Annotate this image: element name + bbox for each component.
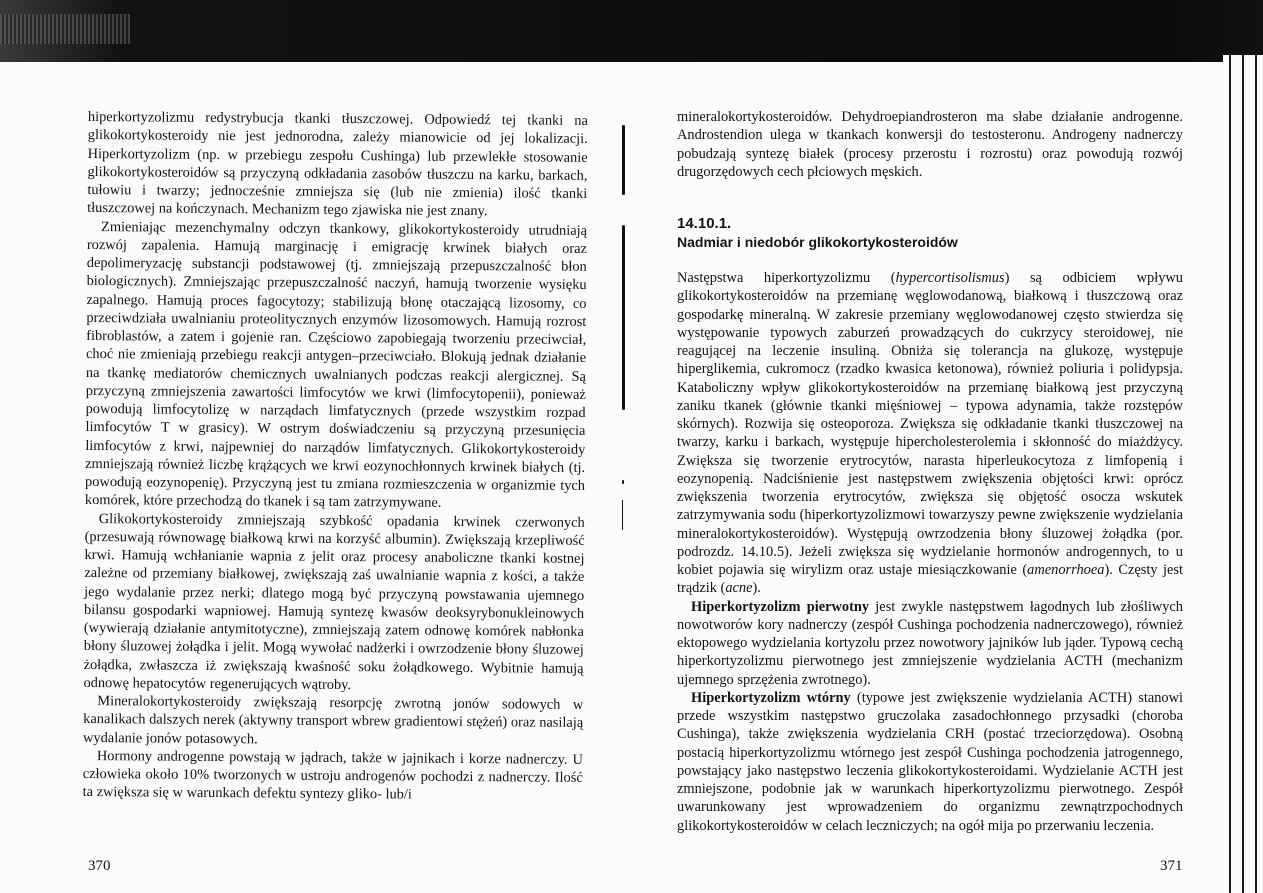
page-number-left: 370 [88, 858, 111, 874]
italic-term: hypercortisolismus [895, 270, 1005, 286]
italic-term: acne [725, 580, 753, 597]
gutter-shadow [622, 125, 625, 195]
italic-term: amenorrhoea [1027, 562, 1105, 578]
paragraph: hiperkortyzolizmu redystrybucja tkanki tłuszczowej. Odpowiedź tej tkanki na glikokortykosteroidy nie jest jednorodna, zależy mianowicie od jej lokalizacji. Hiperkortyzolizm (np. w przebiegu zespołu Cushinga) lub przewlekłe stosowanie glikokortykosteroidów są przyczyną odkładania zasobów tłuszczu na karku, barkach, tułowiu i twarzy; jednocześnie zmniejsza się (lub nie zmienia) ilość tkanki tłuszczowej na kończynach. Mechanizm tego zjawiska nie jest znany. [87, 108, 588, 220]
section-title: Nadmiar i niedobór glikokortykosteroidów [677, 234, 958, 250]
page-number-right: 371 [1160, 858, 1183, 874]
paragraph: Glikokortykosteroidy zmniejszają szybkość opadania krwinek czerwonych (przesuwają równowagę białkową krwi na korzyść albumin). Zwiększają krzepliwość krwi. Hamują wchłanianie wapnia z jelit oraz procesy anaboliczne tkanki kostnej zależne od przemiany białkowej, zwiększają zaś uwalnianie wapnia z kości, a także jego wydalanie przez nerki; dlatego mogą być przyczyną powstawania ujemnego bilansu gospodarki wapniowej. Hamują syntezę kwasów deoksyrybonukleinowych (wywierają działanie antymitotyczne), zmniejszają zatem odnowę komórek nabłonka błony śluzowej żołądka i jelit. Mogą wywołać nadżerki i owrzodzenie błony śluzowej żołądka, zwłaszcza iż zwiększają kwaśność soku żołądkowego. Wybitnie hamują odnowę hepatocytów regenerujących wątroby. [83, 510, 585, 693]
scan-dark-border [0, 0, 1263, 62]
scan-noise [0, 14, 130, 44]
right-page [677, 108, 1183, 835]
paragraph [677, 689, 1183, 835]
bold-term: Hiperkortyzolizm pierwotny [691, 598, 870, 615]
paragraph: Hormony androgenne powstają w jądrach, także w jajnikach i korze nadnerczy. U człowieka około 10% tworzonych w ustroju androgenów pochodzi z nadnerczy. Ilość ta zwiększa się w warunkach defektu syntezy gliko- lub/i [82, 747, 583, 803]
text-run: Następstwa hiperkortyzolizmu ( [677, 270, 896, 286]
gutter-shadow [622, 500, 623, 530]
text-run: ) są odbiciem wpływu glikokortykosteroidów na przemianę węglowodanową, białkową i tłuszczową oraz gospodarkę mineralną. W zakresie przemiany węglowodanowej często stwierdza się występowanie typowych zaburzeń prowadzących do cukrzycy steroidowej, nie reagującej na leczenie insuliną. Obniża się tolerancja na glukozę, występuje hiperglikemia, cukromocz (rzadko kwasica ketonowa), również poliuria i polidypsja. Kataboliczny wpływ glikokortykosteroidów na przemianę białkową jest przyczyną zaniku tkanek (głównie tkanki mięśniowej – typowa adynamia, także rozstępów skórnych). Rozwija się osteoporoza. Zwiększa się odkładanie tkanki tłuszczowej na twarzy, karku i barkach, występuje hipercholesterolemia i skłonność do miażdżycy. Zwiększa się tworzenie erytrocytów, narasta hiperleukocytoza z limfopenią i eozynopenią. Nadciśnienie jest następstwem zwiększenia objętości krwi: oprócz zwiększenia tworzenia erytrocytów, zwiększa się objętość osocza wskutek zatrzymywania sodu (hiperkortyzolizmowi towarzyszy pewne zwiększenie wydzielania mineralokortykosteroidów). Występują owrzodzenia błony śluzowej żołądka (por. podrozdz. 14.10.5). Jeżeli zwiększa się wydzielanie hormonów androgennych, to u kobiet pojawia się wirylizm oraz ustaje miesiączkowanie ( [677, 270, 1183, 578]
paragraph: Zmieniając mezenchymalny odczyn tkankowy, glikokortykosteroidy utrudniają rozwój zapalenia. Hamują marginację i emigrację krwinek białych oraz depolimeryzację substancji podstawowej (tj. zmniejszają przepuszczalność błon biologicznych). Zmniejszając przepuszczalność naczyń, hamują tworzenie wysięku zapalnego. Hamują proces fagocytozy; stabilizują błonę otaczającą lizosomy, co przeciwdziała uwalnianiu proteolitycznych enzymów lizosomowych. Hamują rozrost fibroblastów, a zatem i gojenie ran. Częściowo zapobiegają tworzeniu przeciwciał, choć nie zmieniają przebiegu reakcji antygen–przeciwciało. Blokują jednak działanie na tkankę mediatorów chemicznych uwalnianych podczas reakcji alergicznej. Są przyczyną zmniejszenia zawartości limfocytów we krwi (limfocytopenii), ponieważ powodują limfocytolizę w narządach limfatycznych (przede wszystkim rozpad limfocytów T w grasicy). W ostrym doświadczeniu są przyczyną przesunięcia limfocytów z krwi, najpewniej do narządów limfatycznych. Glikokortykosteroidy zmniejszają również liczbę krążących we krwi eozynochłonnych krwinek białych (tj. powodują eozynopenię). Przyczyną jest tu zmiana rozmieszczenia w organizmie tych komórek, które przechodzą do tkanek i są tam zatrzymywane. [84, 218, 588, 512]
text-run: ). [752, 580, 761, 597]
section-number: 14.10.1. [677, 215, 732, 232]
gutter-shadow [622, 225, 625, 410]
paragraph [677, 598, 1183, 689]
left-page [83, 108, 588, 805]
gutter-shadow [622, 480, 624, 484]
paragraph [677, 269, 1183, 598]
text-run: jest zwykle następstwem łagodnych lub złośliwych nowotworów kory nadnerczy (zespół Cushinga pochodzenia nadnerczowego), również ektopowego wydzielania kortyzolu przez nowotwory jajników lub jąder. Typową cechą hiperkortyzolizmu pierwotnego jest zmniejszenie wydzielania ACTH (mechanizm ujemnego sprzężenia zwrotnego). [677, 598, 1183, 688]
text-run: (typowe jest zwiększenie wydzielania ACTH) stanowi przede wszystkim następstwo gruczolaka zasadochłonnego przysadki (choroba Cushinga), także zwiększenia wydzielania CRH (postać trzeciorzędowa). Osobną postacią hiperkortyzolizmu wtórnego jest zespół Cushinga pochodzenia jatrogennego, powstający jako następstwo leczenia glikokortykosteroidami. Wydzielanie ACTH jest zmniejszone, podobnie jak w warunkach hiperkortyzolizmu pierwotnego. Zespół uwarunkowany jest wprowadzeniem do organizmu zewnątrzpochodnych glikokortykosteroidów w celach leczniczych; na ogół mija po przerwaniu leczenia. [677, 689, 1183, 834]
bold-term: Hiperkortyzolizm wtórny [691, 689, 851, 706]
paragraph: mineralokortykosteroidów. Dehydroepiandrosteron ma słabe działanie androgenne. Androstendion ulega w tkankach konwersji do testosteronu. Androgeny nadnerczy pobudzają syntezę białek (procesy przerostu i rozrostu) oraz powodują rozwój drugorzędowych cech płciowych męskich. [677, 109, 1183, 180]
text-run: ). Częsty jest trądzik ( [677, 562, 1183, 597]
paragraph: Mineralokortykosteroidy zwiększają resorpcję zwrotną jonów sodowych w kanalikach dalszych nerek (aktywny transport wbrew gradientowi stężeń) oraz nasilają wydalanie jonów potasowych. [82, 693, 584, 747]
page-stack-edge [1223, 55, 1263, 893]
